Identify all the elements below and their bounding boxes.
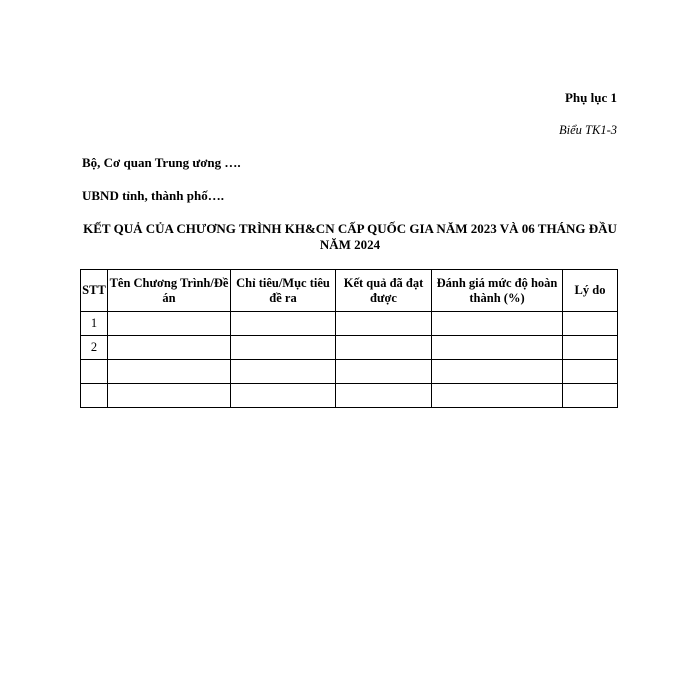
table-header-row — [81, 270, 618, 312]
table-cell — [231, 384, 336, 408]
table-cell — [231, 336, 336, 360]
province-line: UBND tỉnh, thành phố…. — [82, 188, 224, 203]
table-cell — [336, 336, 432, 360]
column-header-result: Kết quả đã đạt được — [336, 270, 432, 312]
table-cell — [108, 384, 231, 408]
table-cell — [563, 336, 618, 360]
table-row — [81, 360, 618, 384]
table-row — [81, 312, 618, 336]
column-header-target: Chỉ tiêu/Mục tiêu đề ra — [231, 270, 336, 312]
table-cell — [432, 360, 563, 384]
table-cell — [336, 312, 432, 336]
column-header-stt: STT — [81, 270, 108, 312]
table-cell — [231, 312, 336, 336]
table-cell-stt: 1 — [81, 312, 108, 336]
ministry-line: Bộ, Cơ quan Trung ương …. — [82, 155, 241, 170]
table-cell — [108, 312, 231, 336]
table-cell — [563, 360, 618, 384]
table-cell — [563, 384, 618, 408]
table-cell — [432, 336, 563, 360]
table-cell-stt: 2 — [81, 336, 108, 360]
table-cell-stt — [81, 384, 108, 408]
column-header-reason: Lý do — [563, 270, 618, 312]
report-title: KẾT QUẢ CỦA CHƯƠNG TRÌNH KH&CN CẤP QUỐC GIA NĂM 2023 VÀ 06 THÁNG ĐẦU NĂM 2024 — [83, 221, 617, 252]
table-cell — [432, 312, 563, 336]
table-row — [81, 336, 618, 360]
table-cell-stt — [81, 360, 108, 384]
table-cell — [432, 384, 563, 408]
appendix-label: Phụ lục 1 — [564, 90, 617, 105]
column-header-completion: Đánh giá mức độ hoàn thành (%) — [432, 270, 563, 312]
table-cell — [563, 312, 618, 336]
report-table — [80, 269, 618, 408]
table-cell — [231, 360, 336, 384]
table-cell — [108, 360, 231, 384]
column-header-program-name: Tên Chương Trình/Đề án — [108, 270, 231, 312]
table-row — [81, 384, 618, 408]
form-code: Biểu TK1-3 — [559, 123, 617, 137]
table-cell — [336, 384, 432, 408]
table-cell — [108, 336, 231, 360]
table-cell — [336, 360, 432, 384]
